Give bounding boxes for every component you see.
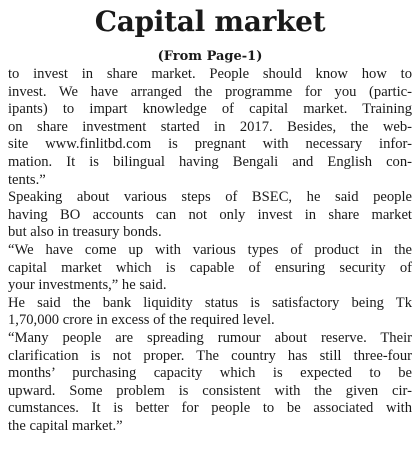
text-line: clarification is not proper. The country has still three-four xyxy=(8,347,412,364)
text-line: 1,70,000 crore in excess of the required level. xyxy=(8,312,275,329)
text-line: to invest in share market. People should know how to xyxy=(8,66,412,82)
text-line: on share investment started in 2017. Besides, the web- xyxy=(8,118,412,135)
paragraph-products xyxy=(8,242,412,295)
text-line: cumstances. It is better for people to be associated with xyxy=(8,400,412,417)
text-line: Speaking about various steps of BSEC, he said people xyxy=(8,189,412,206)
paragraph-liquidity xyxy=(8,295,412,330)
text-line: capital market which is capable of ensuring security of xyxy=(8,259,412,276)
continuation-label: (From Page-1) xyxy=(157,49,263,64)
text-line: months’ purchasing capacity which is expected to be xyxy=(8,365,412,382)
text-line: invest. We have arranged the programme for you (partic- xyxy=(8,83,412,100)
text-line: site www.finlitbd.com is pregnant with necessary infor- xyxy=(8,136,412,153)
text-line: “Many people are spreading rumour about reserve. Their xyxy=(8,329,412,346)
text-line: “We have come up with various types of product in the xyxy=(8,241,412,258)
text-line: ipants) to impart knowledge of capital market. Training xyxy=(8,101,412,118)
headline: Capital market xyxy=(94,5,326,38)
paragraph-bsec-steps xyxy=(8,189,412,242)
text-line: upward. Some problem is consistent with the given cir- xyxy=(8,382,412,399)
paragraph-quote-training xyxy=(8,66,412,189)
text-line: having BO accounts can not only invest in share market xyxy=(8,206,412,223)
text-line: but also in treasury bonds. xyxy=(8,224,162,241)
text-line: mation. It is bilingual having Bengali and English con- xyxy=(8,153,412,170)
text-line: He said the bank liquidity status is satisfactory being Tk xyxy=(8,294,412,311)
text-line: your investments,” he said. xyxy=(8,277,167,294)
article-body xyxy=(8,66,412,435)
text-line: tents.” xyxy=(8,171,46,188)
paragraph-reserve xyxy=(8,330,412,436)
text-line: the capital market.” xyxy=(8,417,123,434)
